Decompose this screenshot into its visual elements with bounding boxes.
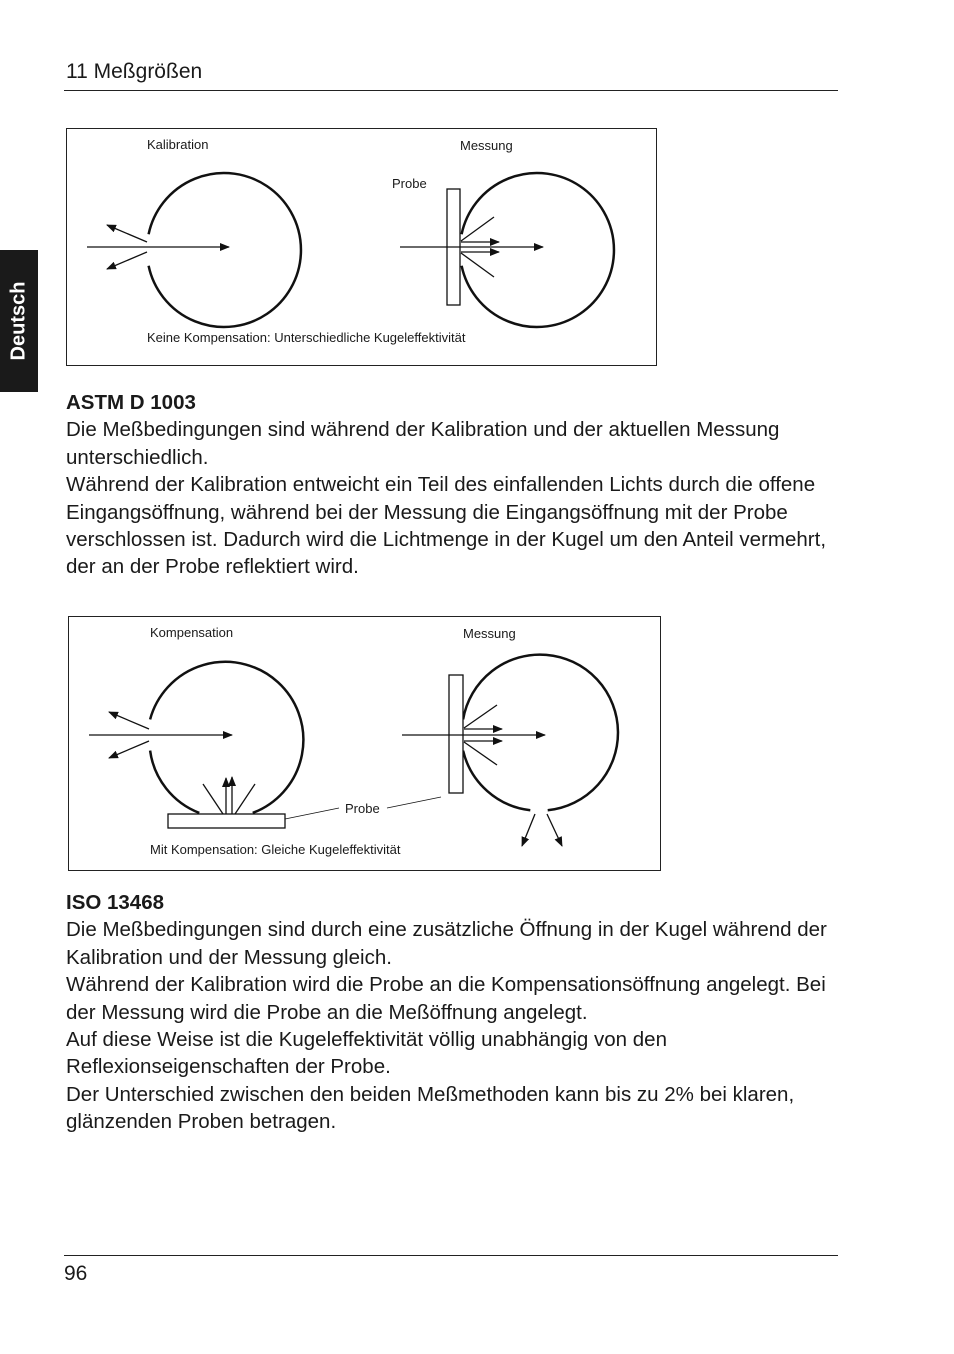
label-sample: Probe xyxy=(392,176,427,191)
page-number: 96 xyxy=(64,1262,88,1285)
escaping-light-arrow-upper xyxy=(107,225,147,242)
figure-no-compensation xyxy=(66,128,657,366)
label-calibration: Kalibration xyxy=(147,137,209,152)
paragraph: Der Unterschied zwischen den beiden Meßmethoden kann bis zu 2% bei klaren, glänzenden Proben betragen. xyxy=(66,1082,795,1134)
section-iso xyxy=(66,889,846,1136)
label-measurement: Messung xyxy=(460,138,513,153)
compensation-sphere xyxy=(150,751,199,813)
escaping-light-arrow-lower xyxy=(109,741,149,758)
label-compensation: Kompensation xyxy=(150,625,234,640)
measurement-sphere xyxy=(462,173,614,327)
figure-with-compensation-diagram xyxy=(69,617,662,872)
paragraph: Die Meßbedingungen sind durch eine zusätzliche Öffnung in der Kugel während der Kalibration und der Messung gleich. xyxy=(66,918,827,969)
header-rule xyxy=(64,90,838,91)
escaping-light-arrow-lower xyxy=(107,252,147,269)
paragraph: Auf diese Weise ist die Kugeleffektivität völlig unabhängig von den Reflexionseigenschaften der Probe. xyxy=(66,1028,667,1079)
sample-leader-line xyxy=(387,797,441,808)
sample-leader-line xyxy=(285,808,339,819)
paragraph: Während der Kalibration entweicht ein Teil des einfallenden Lichts durch die offene Eingangsöffnung, während bei der Messung die Eingangsöffnung mit der Probe verschlossen ist. Dadurch wird die Lichtmenge in der Kugel um den Anteil vermehrt, der an der Probe reflektiert wird. xyxy=(66,473,827,579)
language-tab xyxy=(0,250,38,392)
paragraph: Die Meßbedingungen sind während der Kalibration und der aktuellen Messung unterschiedlich. xyxy=(66,418,780,469)
sample-plate xyxy=(168,814,285,828)
label-measurement: Messung xyxy=(463,626,516,641)
section-heading: ISO 13468 xyxy=(66,891,165,914)
escaping-light-arrow-upper xyxy=(109,712,149,729)
paragraph: Während der Kalibration wird die Probe an die Kompensationsöffnung angelegt. Bei der Messung wird die Probe an die Meßöffnung angelegt. xyxy=(66,973,826,1024)
reflected-light-ray xyxy=(464,705,497,728)
compensation-sphere xyxy=(150,662,303,813)
figure-with-compensation xyxy=(68,616,661,871)
language-tab-label: Deutsch xyxy=(7,281,30,361)
section-heading: ASTM D 1003 xyxy=(66,391,196,414)
label-sample: Probe xyxy=(345,801,380,816)
reflected-light-ray xyxy=(461,253,494,277)
escaping-light-arrow xyxy=(547,814,562,846)
measurement-sphere xyxy=(463,655,618,811)
footer-rule xyxy=(64,1255,838,1256)
figure-caption: Mit Kompensation: Gleiche Kugeleffektivität xyxy=(150,842,401,857)
reflected-light-ray xyxy=(203,784,223,814)
calibration-sphere xyxy=(149,173,301,327)
page-header-title: 11 Meßgrößen xyxy=(66,60,203,83)
figure-caption: Keine Kompensation: Unterschiedliche Kugeleffektivität xyxy=(147,330,466,345)
reflected-light-ray xyxy=(235,784,255,814)
sample-plate xyxy=(449,675,463,793)
reflected-light-ray xyxy=(464,742,497,765)
escaping-light-arrow xyxy=(522,814,535,846)
measurement-sphere xyxy=(463,751,530,811)
section-astm xyxy=(66,389,846,581)
